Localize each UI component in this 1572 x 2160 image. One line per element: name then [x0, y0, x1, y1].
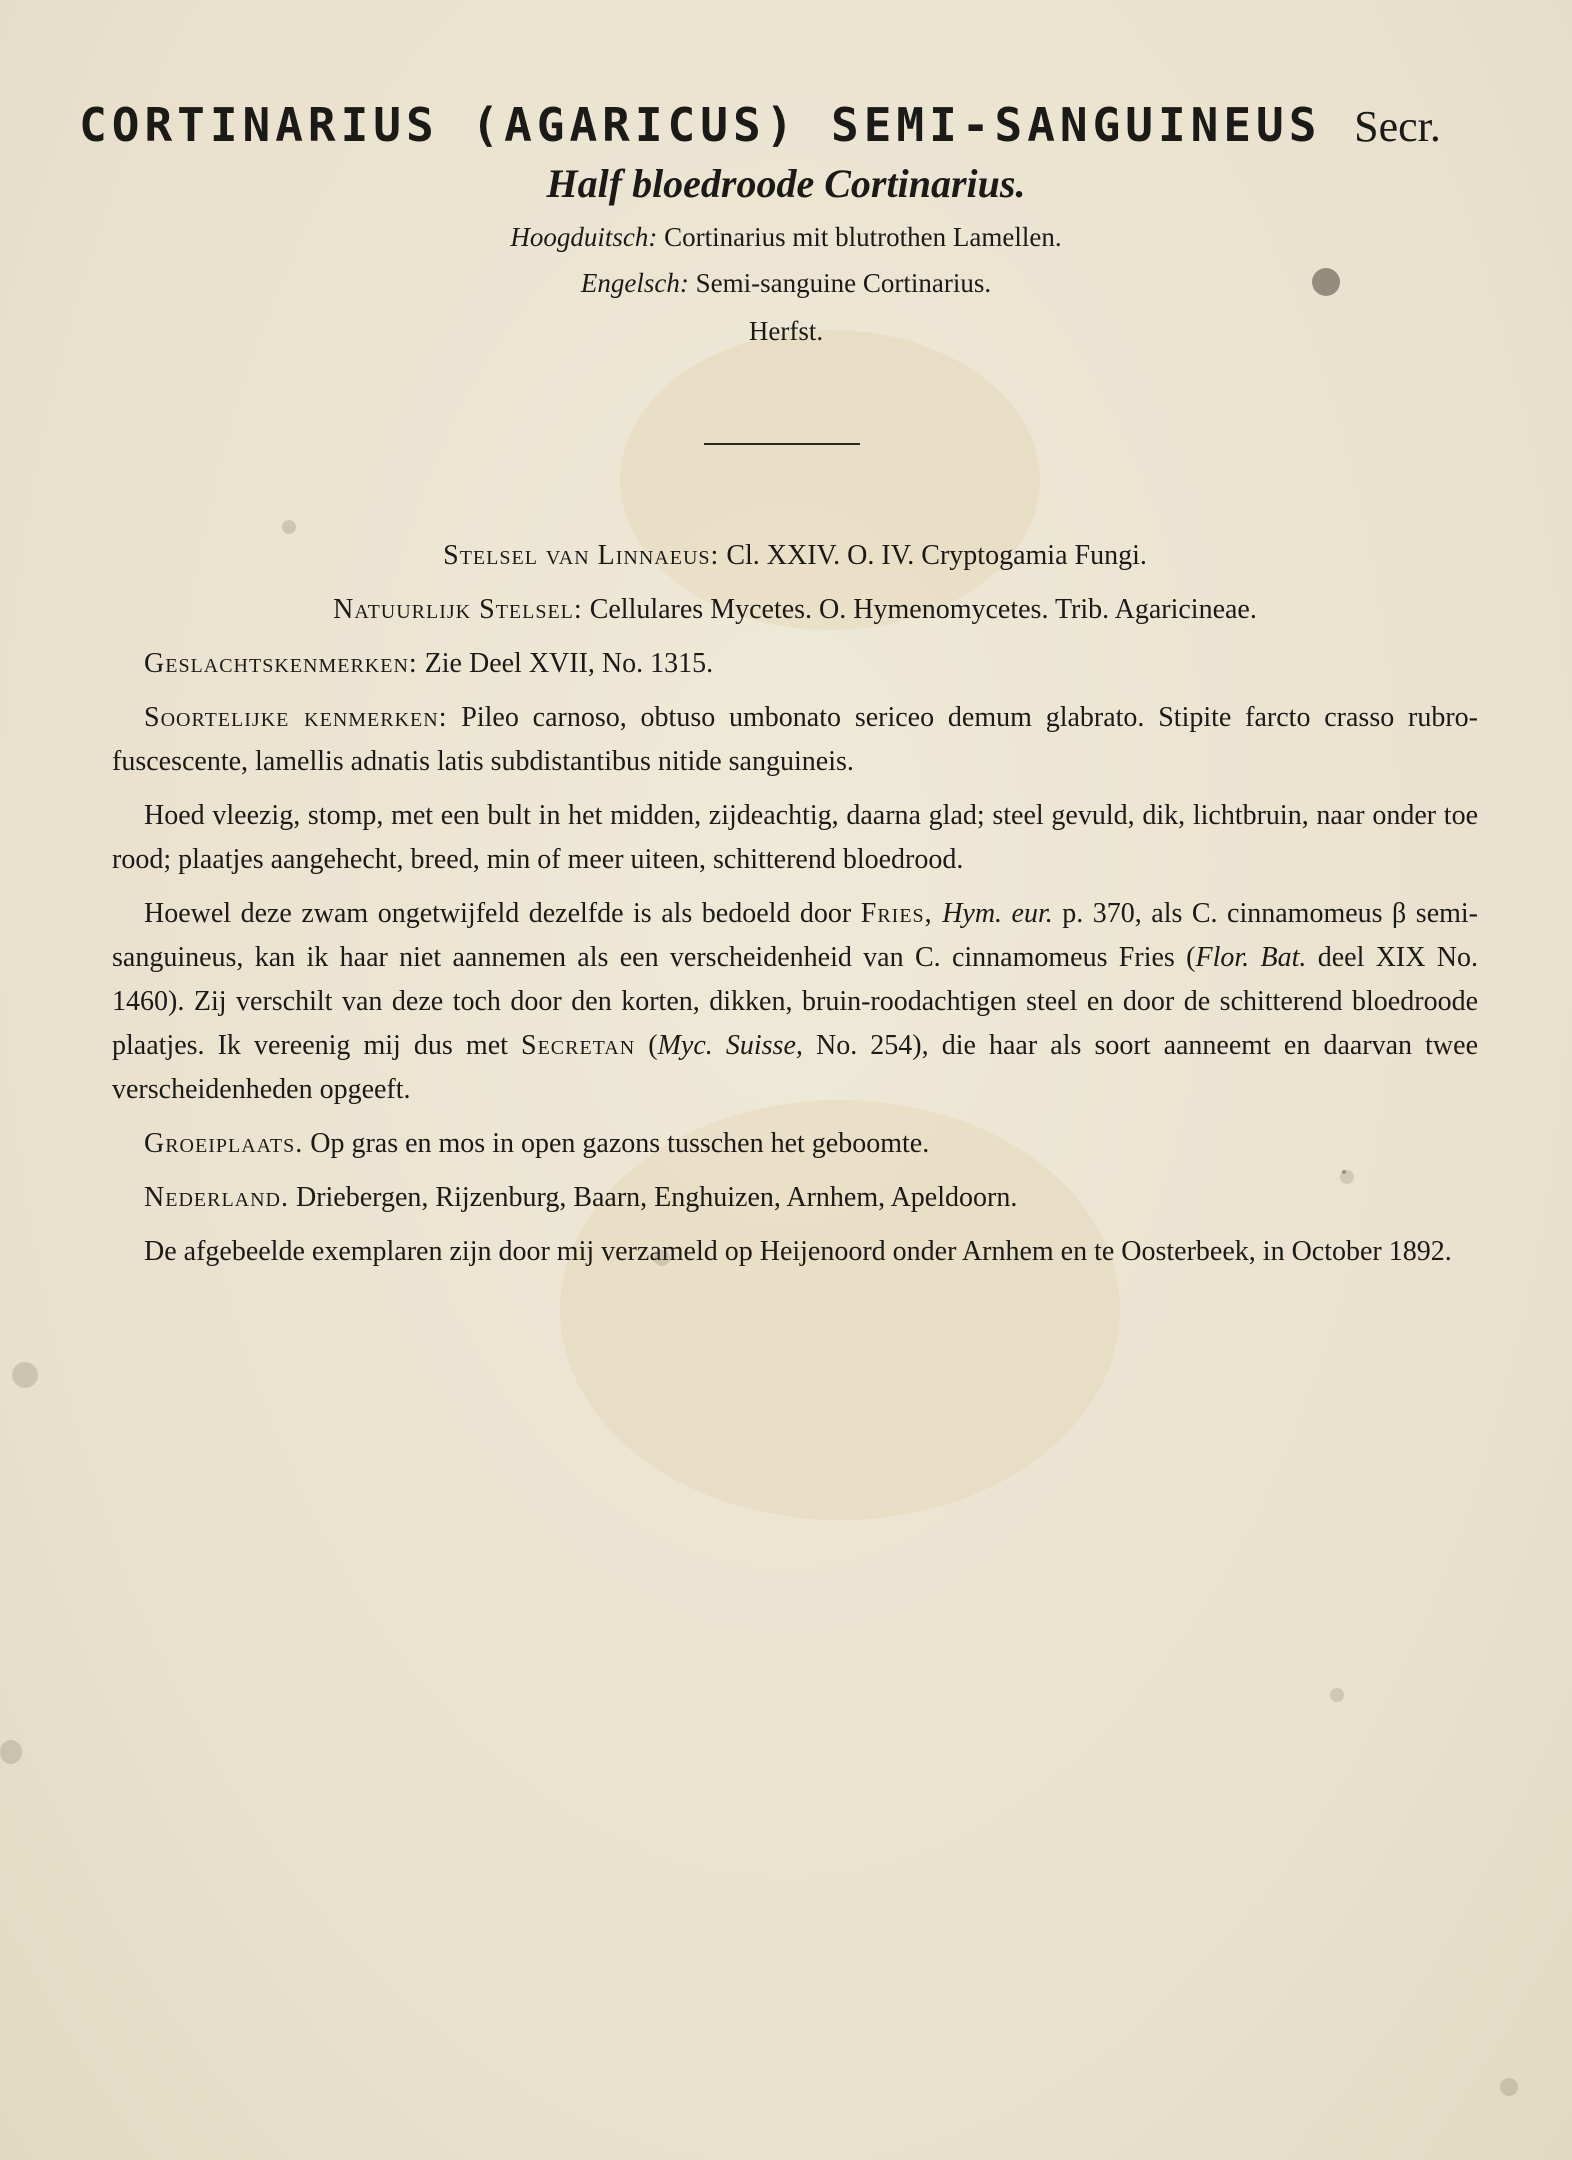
paper-spot: [282, 520, 296, 534]
specimens-note: De afgebeelde exemplaren zijn door mij verzameld op Heijenoord onder Arnhem en te Oosterbeek, in October 1892.: [144, 1236, 1452, 1267]
section-text: Op gras en mos in open gazons tusschen het geboomte.: [310, 1128, 930, 1159]
netherlands-locations: [112, 1176, 1478, 1220]
section-label: Nederland.: [144, 1182, 289, 1213]
section-label: Soortelijke kenmerken:: [144, 702, 448, 733]
section-label: Geslachtskenmerken:: [144, 648, 418, 679]
paper-spot: [1330, 1688, 1344, 1702]
language-label: Engelsch:: [580, 268, 689, 298]
remark-text: No. 254), die haar als soort aanneemt en daarvan twee verscheidenheden opgeeft.: [112, 1030, 1479, 1105]
section-text: Cellulares Mycetes. O. Hymenomycetes. Trib. Agaricineae.: [589, 594, 1257, 625]
paper-spot: [654, 1250, 670, 1266]
genus-characters: [112, 642, 1478, 686]
common-name: Semi-sanguine Cortinarius.: [695, 268, 992, 298]
description-text: [112, 534, 1478, 1284]
section-text: Zie Deel XVII, No. 1315.: [424, 648, 714, 679]
reference: Flor. Bat.: [1195, 942, 1307, 973]
habitat: [112, 1122, 1478, 1166]
author-name: Secretan: [521, 1030, 636, 1061]
section-text: Driebergen, Rijzenburg, Baarn, Enghuizen, Arnhem, Apeldoorn.: [295, 1182, 1018, 1213]
dutch-description: Hoed vleezig, stomp, met een bult in het midden, zijdeachtig, daarna glad; steel gevuld, dik, lichtbruin, naar onder toe rood; plaatjes aangehecht, breed, min of meer uiteen, schitterend bloedrood.: [112, 800, 1478, 875]
reference: Myc. Suisse,: [657, 1030, 803, 1061]
remark-text: Hoewel deze zwam ongetwijfeld dezelfde is als bedoeld door: [144, 898, 852, 929]
divider: [704, 443, 860, 445]
paper-spot: [12, 1362, 38, 1388]
paper-spot: [0, 1740, 22, 1764]
page-title: [40, 98, 1480, 152]
author-abbrev: Secr.: [1354, 102, 1441, 151]
language-label: Hoogduitsch:: [510, 222, 658, 252]
common-name: Cortinarius mit blutrothen Lamellen.: [664, 222, 1062, 252]
paper-spot: [1342, 1170, 1346, 1174]
species-name: CORTINARIUS (AGARICUS) SEMI-SANGUINEUS: [79, 98, 1322, 152]
linnaeus-system: [112, 534, 1478, 578]
dutch-name: Half bloedroode Cortinarius.: [546, 161, 1026, 206]
natural-system: [112, 588, 1478, 632]
section-text: Pileo carnoso, obtuso umbonato sericeo demum glabrato. Stipite farcto crasso rubro-fuscescente, lamellis adnatis latis subdistantibus nitide sanguineis.: [112, 702, 1478, 777]
remark-text: (: [648, 1030, 658, 1061]
german-name-line: [0, 222, 1572, 253]
section-label: Groeiplaats.: [144, 1128, 304, 1159]
ink-spot: [1312, 268, 1340, 296]
section-label: Stelsel van Linnaeus:: [443, 540, 720, 571]
section-label: Natuurlijk Stelsel:: [333, 594, 583, 625]
author-name: Fries,: [860, 898, 933, 929]
remark-paragraph: [112, 892, 1478, 1112]
season: Herfst.: [748, 316, 824, 346]
paper-spot: [1500, 2078, 1518, 2096]
section-text: Cl. XXIV. O. IV. Cryptogamia Fungi.: [726, 540, 1147, 571]
reference: Hym. eur.: [942, 898, 1053, 929]
species-characters: [112, 696, 1478, 784]
remark-text: deel XIX No. 1460). Zij verschilt van deze toch door den korten, dikken, bruin-roodachtigen steel en door de schitterend bloedroode plaatjes. Ik vereenig mij dus met: [112, 942, 1479, 1061]
remark-text: p. 370, als C. cinnamomeus β semi-sanguineus, kan ik haar niet aannemen als een verscheidenheid van C. cinnamomeus Fries (: [112, 898, 1479, 973]
